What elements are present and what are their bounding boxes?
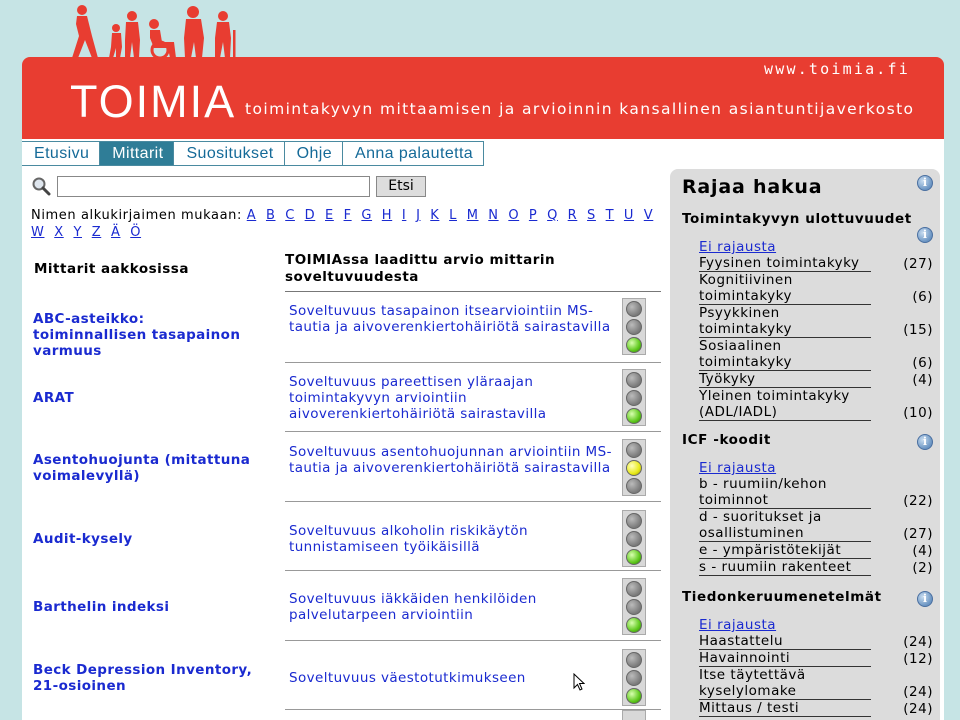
measure-name-link[interactable]: ABC-asteikko: toiminnallisen tasapainon varmuus: [33, 311, 241, 359]
alphabet-letter-link[interactable]: K: [430, 208, 440, 223]
alphabet-filter: [31, 207, 671, 241]
filter-item[interactable]: [699, 633, 937, 650]
info-icon[interactable]: i: [917, 591, 933, 607]
people-silhouettes-logo: [68, 2, 244, 60]
alphabet-letter-link[interactable]: N: [488, 208, 499, 223]
alphabet-letter-link[interactable]: F: [343, 208, 352, 223]
sidebar-title: Rajaa hakua: [682, 176, 823, 198]
traffic-light-lamp: [626, 372, 642, 388]
filter-item-label[interactable]: e - ympäristötekijät: [699, 542, 871, 559]
row-divider: [285, 640, 661, 641]
alphabet-label: Nimen alkukirjaimen mukaan:: [31, 208, 242, 223]
site-logo[interactable]: TOIMIA: [70, 76, 237, 127]
filter-reset-link[interactable]: Ei rajausta: [699, 239, 777, 255]
filter-item[interactable]: [699, 272, 937, 305]
filter-item-label[interactable]: Mittaus / testi: [699, 700, 871, 717]
traffic-light-lamp: [626, 670, 642, 686]
traffic-light-icon: [622, 298, 646, 355]
filter-item[interactable]: [699, 509, 937, 542]
filter-item[interactable]: [699, 476, 937, 509]
filter-item[interactable]: [699, 700, 937, 717]
alphabet-letter-link[interactable]: C: [285, 208, 295, 223]
filter-item-count: (24): [903, 634, 933, 650]
traffic-light-icon: [622, 578, 646, 635]
divider: [285, 291, 661, 292]
traffic-light-lamp: [626, 442, 642, 458]
filter-item[interactable]: [699, 338, 937, 371]
alphabet-letter-link[interactable]: O: [508, 208, 520, 223]
measure-assessment-link[interactable]: Soveltuvuus tasapainon itsearviointiin MS-tautia ja aivoverenkiertohäiriötä sairastavilla: [289, 303, 611, 335]
alphabet-letter-link[interactable]: Ö: [130, 225, 142, 240]
filter-item-label[interactable]: Työkyky: [699, 371, 871, 388]
filter-item-label[interactable]: Yleinen toimintakyky (ADL/IADL): [699, 388, 871, 421]
list-header-name: Mittarit aakkosissa: [34, 261, 189, 277]
alphabet-letter-link[interactable]: J: [416, 208, 421, 223]
filter-item-label[interactable]: Kognitiivinen toimintakyky: [699, 272, 871, 305]
search-input[interactable]: [57, 176, 370, 197]
traffic-light-icon: [622, 649, 646, 706]
alphabet-letter-link[interactable]: M: [466, 208, 479, 223]
filter-item[interactable]: [699, 388, 937, 421]
filter-item[interactable]: [699, 371, 937, 388]
alphabet-letter-link[interactable]: U: [623, 208, 635, 223]
filter-item-count: (12): [903, 651, 933, 667]
filter-item-label[interactable]: Psyykkinen toimintakyky: [699, 305, 871, 338]
alphabet-letter-link[interactable]: I: [401, 208, 407, 223]
alphabet-letter-link[interactable]: G: [361, 208, 373, 223]
filter-item-label[interactable]: b - ruumiin/kehon toiminnot: [699, 476, 871, 509]
traffic-light-icon: [622, 710, 646, 720]
traffic-light-lamp: [626, 301, 642, 317]
filter-item[interactable]: [699, 559, 937, 576]
sidebar-filter-list: [699, 617, 937, 717]
search-button[interactable]: Etsi: [376, 176, 426, 197]
tab-mittarit[interactable]: Mittarit: [100, 142, 174, 165]
alphabet-letter-link[interactable]: W: [31, 225, 45, 240]
filter-item-count: (15): [903, 322, 933, 338]
traffic-light-lamp: [626, 531, 642, 547]
filter-sidebar: [670, 169, 940, 720]
alphabet-letter-link[interactable]: H: [381, 208, 393, 223]
traffic-light-lamp: [626, 549, 642, 565]
traffic-light-lamp: [626, 652, 642, 668]
filter-item-count: (4): [912, 543, 933, 559]
site-url[interactable]: www.toimia.fi: [764, 60, 910, 78]
traffic-light-lamp: [626, 581, 642, 597]
tab-suositukset[interactable]: Suositukset: [174, 142, 284, 165]
row-divider: [285, 570, 661, 571]
alphabet-letter-link[interactable]: A: [246, 208, 257, 223]
filter-item[interactable]: [699, 542, 937, 559]
filter-item-count: (2): [912, 560, 933, 576]
sidebar-section-heading: ICF -koodit: [682, 432, 771, 448]
page: [22, 0, 944, 720]
info-icon[interactable]: i: [917, 227, 933, 243]
site-tagline: toimintakyvyn mittaamisen ja arvioinnin kansallinen asiantuntijaverkosto: [245, 100, 915, 118]
filter-item-count: (6): [912, 289, 933, 305]
list-header-assessment: TOIMIAssa laadittu arvio mittarin soveltuvuudesta: [285, 252, 556, 285]
measure-assessment-link[interactable]: Soveltuvuus väestotutkimukseen: [289, 670, 526, 686]
row-divider: [285, 362, 661, 363]
filter-item-count: (4): [912, 372, 933, 388]
filter-item-label[interactable]: Fyysinen toimintakyky: [699, 255, 871, 272]
measure-assessment-link[interactable]: Soveltuvuus asentohuojunnan arviointiin MS-tautia ja aivoverenkiertohäiriötä sairastavilla: [289, 444, 612, 476]
filter-item-count: (27): [903, 256, 933, 272]
traffic-light-lamp: [626, 319, 642, 335]
measure-name-link[interactable]: ARAT: [33, 390, 75, 406]
alphabet-letter-link[interactable]: E: [325, 208, 334, 223]
filter-item-label[interactable]: Itse täytettävä kyselylomake: [699, 667, 871, 700]
measure-assessment-link[interactable]: Soveltuvuus iäkkäiden henkilöiden palvelutarpeen arviointiin: [289, 591, 537, 623]
measure-name-link[interactable]: Beck Depression Inventory, 21-osioinen: [33, 662, 253, 694]
measure-assessment-link[interactable]: Soveltuvuus alkoholin riskikäytön tunnistamiseen työikäisillä: [289, 523, 528, 555]
tab-ohje[interactable]: Ohje: [285, 142, 343, 165]
site-banner: [22, 57, 944, 139]
sidebar-filter-list: [699, 239, 937, 421]
mouse-cursor-icon: [573, 673, 585, 691]
traffic-light-icon: [622, 369, 646, 426]
traffic-light-lamp: [626, 478, 642, 494]
filter-item[interactable]: [699, 305, 937, 338]
alphabet-letter-link[interactable]: V: [643, 208, 654, 223]
alphabet-letter-link[interactable]: Z: [91, 225, 102, 240]
row-divider: [285, 431, 661, 432]
search-icon: [31, 176, 51, 196]
traffic-light-lamp: [626, 408, 642, 424]
alphabet-letter-link[interactable]: Ä: [110, 225, 121, 240]
filter-item-count: (24): [903, 701, 933, 717]
tab-anna-palautetta[interactable]: Anna palautetta: [343, 142, 484, 165]
info-icon[interactable]: i: [917, 175, 933, 191]
filter-item-count: (22): [903, 493, 933, 509]
traffic-light-lamp: [626, 390, 642, 406]
filter-item[interactable]: [699, 255, 937, 272]
measure-name-link[interactable]: Asentohuojunta (mitattuna voimalevyllä): [33, 452, 251, 484]
filter-item-label[interactable]: s - ruumiin rakenteet: [699, 559, 871, 576]
nav-tabs: [22, 141, 484, 166]
traffic-light-lamp: [626, 337, 642, 353]
filter-item-label[interactable]: d - suoritukset ja osallistuminen: [699, 509, 871, 542]
traffic-light-lamp: [626, 460, 642, 476]
alphabet-letter-link[interactable]: Y: [73, 225, 82, 240]
filter-reset-link[interactable]: Ei rajausta: [699, 460, 777, 476]
sidebar-section-heading: Tiedonkeruumenetelmät: [682, 589, 882, 605]
filter-item-count: (24): [903, 684, 933, 700]
row-divider: [285, 501, 661, 502]
traffic-light-icon: [622, 439, 646, 496]
measure-name-link[interactable]: Audit-kysely: [33, 531, 133, 547]
filter-item-count: (10): [903, 405, 933, 421]
alphabet-letter-link[interactable]: R: [567, 208, 578, 223]
alphabet-letter-link[interactable]: X: [54, 225, 64, 240]
alphabet-letter-link[interactable]: Q: [547, 208, 558, 223]
traffic-light-icon: [622, 510, 646, 567]
traffic-light-lamp: [626, 688, 642, 704]
traffic-light-lamp: [626, 617, 642, 633]
filter-item[interactable]: [699, 667, 937, 700]
filter-item-label[interactable]: Havainnointi: [699, 650, 871, 667]
filter-item-label[interactable]: Haastattelu: [699, 633, 871, 650]
alphabet-letter-link[interactable]: P: [528, 208, 538, 223]
info-icon[interactable]: i: [917, 434, 933, 450]
alphabet-letter-link[interactable]: T: [605, 208, 615, 223]
measure-name-link[interactable]: Barthelin indeksi: [33, 599, 170, 615]
measure-assessment-link[interactable]: Soveltuvuus pareettisen yläraajan toimintakyvyn arviointiin aivoverenkiertohäiriötä sairastavilla: [289, 374, 547, 422]
filter-item-label[interactable]: Sosiaalinen toimintakyky: [699, 338, 871, 371]
filter-reset-link[interactable]: Ei rajausta: [699, 617, 777, 633]
row-divider: [285, 709, 661, 710]
traffic-light-lamp: [626, 513, 642, 529]
filter-item-count: (6): [912, 355, 933, 371]
tab-etusivu[interactable]: Etusivu: [22, 142, 100, 165]
sidebar-filter-list: [699, 460, 937, 576]
alphabet-letter-link[interactable]: L: [449, 208, 457, 223]
main-content: [22, 139, 944, 720]
search-bar: [31, 174, 426, 198]
alphabet-letter-link[interactable]: D: [304, 208, 316, 223]
filter-item-count: (27): [903, 526, 933, 542]
sidebar-section-heading: Toimintakyvyn ulottuvuudet: [682, 211, 912, 227]
alphabet-letter-link[interactable]: B: [265, 208, 276, 223]
traffic-light-lamp: [626, 599, 642, 615]
alphabet-letter-link[interactable]: S: [587, 208, 596, 223]
filter-item[interactable]: [699, 650, 937, 667]
